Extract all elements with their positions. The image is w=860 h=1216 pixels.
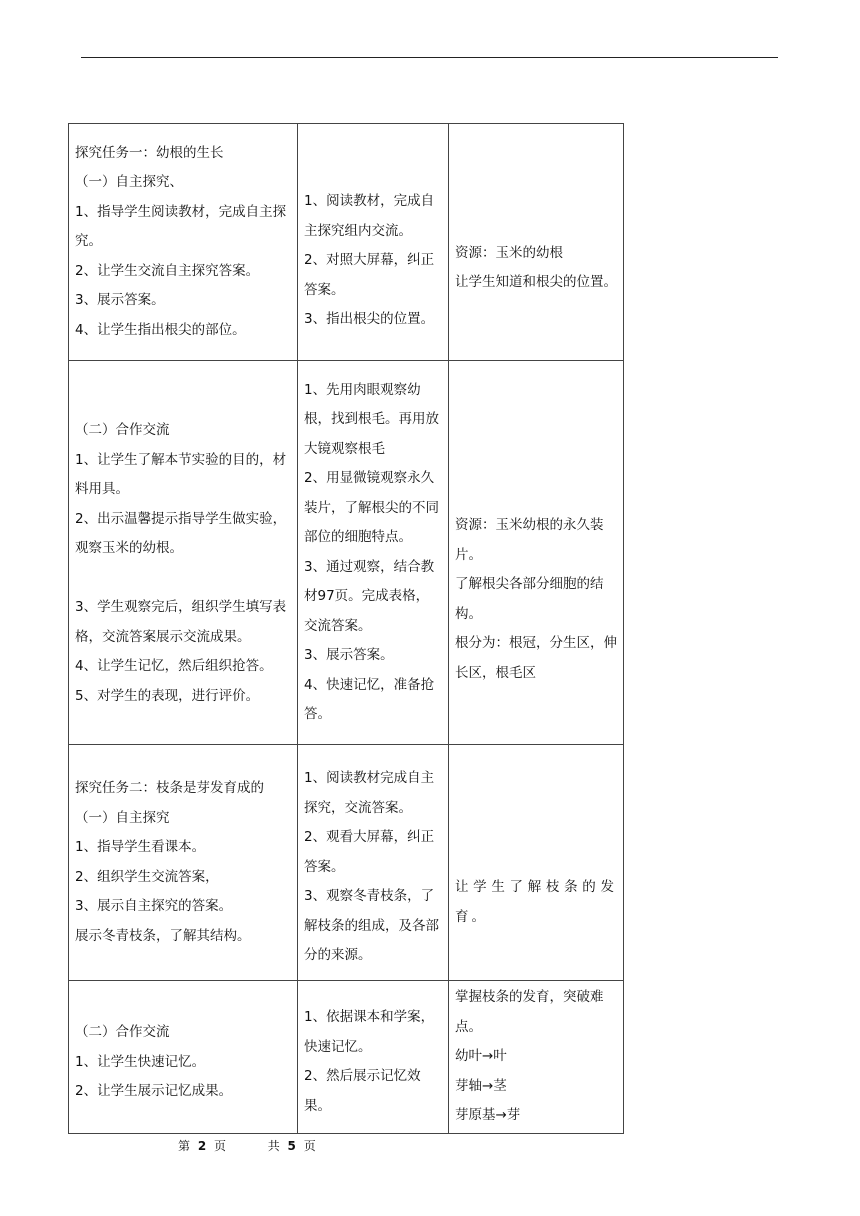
list-item: 2、让学生交流自主探究答案。 bbox=[75, 262, 260, 279]
teacher-activity-cell bbox=[69, 361, 298, 745]
page-footer bbox=[178, 1137, 320, 1154]
list-item: 1、指导学生阅读教材，完成自主探究。 bbox=[75, 203, 287, 250]
page-label: 第 bbox=[178, 1139, 191, 1153]
total-unit: 页 bbox=[303, 1139, 316, 1153]
design-intent-cell bbox=[449, 361, 624, 745]
total-label: 共 bbox=[267, 1139, 280, 1153]
design-intent-cell bbox=[449, 124, 624, 361]
list-item: 1、指导学生看课本。 bbox=[75, 839, 206, 855]
list-item: 1、让学生了解本节实验的目的，材料用具。 bbox=[75, 451, 287, 497]
list-item: 1、依据课本和学案，快速记忆。 bbox=[304, 1009, 435, 1055]
blank-line bbox=[75, 564, 291, 594]
page-number: 2 bbox=[197, 1139, 207, 1153]
student-activity-cell bbox=[298, 361, 449, 745]
list-item: 1、让学生快速记忆。 bbox=[75, 1053, 206, 1070]
table-row bbox=[69, 124, 624, 361]
section-heading: （二）合作交流 bbox=[75, 422, 170, 438]
list-item: 3、展示答案。 bbox=[75, 292, 165, 309]
list-item: 根分为：根冠，分生区，伸长区，根毛区 bbox=[455, 635, 617, 681]
list-item: 2、对照大屏幕，纠正答案。 bbox=[304, 252, 435, 298]
teacher-activity-cell bbox=[69, 745, 298, 981]
teacher-activity-cell bbox=[69, 124, 298, 361]
table-row bbox=[69, 361, 624, 745]
list-item: 资源：玉米的幼根 bbox=[455, 244, 563, 261]
list-item: 3、展示自主探究的答案。 bbox=[75, 898, 233, 914]
list-item: 4、快速记忆，准备抢答。 bbox=[304, 676, 435, 722]
design-intent-cell bbox=[449, 745, 624, 981]
header-rule bbox=[81, 57, 778, 58]
student-activity-cell bbox=[298, 745, 449, 981]
list-item: 5、对学生的表现，进行评价。 bbox=[75, 687, 260, 704]
list-item: 1、阅读教材，完成自主探究组内交流。 bbox=[304, 193, 435, 239]
list-item: 4、让学生指出根尖的部位。 bbox=[75, 321, 246, 338]
list-item: 了解根尖各部分细胞的结构。 bbox=[455, 576, 604, 622]
table-row bbox=[69, 981, 624, 1134]
list-item: 2、然后展示记忆效果。 bbox=[304, 1068, 421, 1114]
list-item: 4、让学生记忆，然后组织抢答。 bbox=[75, 658, 273, 674]
list-item: 3、指出根尖的位置。 bbox=[304, 311, 435, 328]
task-heading: 探究任务一：幼根的生长 bbox=[75, 144, 224, 161]
student-activity-cell bbox=[298, 981, 449, 1134]
list-item: 让学生知道和根尖的位置。 bbox=[455, 274, 617, 290]
list-item: 让学生了解枝条的发育。 bbox=[455, 879, 617, 925]
list-item: 2、观看大屏幕，纠正答案。 bbox=[304, 829, 435, 875]
list-item: 2、用显微镜观察永久装片，了解根尖的不同部位的细胞特点。 bbox=[304, 470, 439, 545]
list-item: 2、让学生展示记忆成果。 bbox=[75, 1083, 233, 1099]
list-item: 1、先用肉眼观察幼根，找到根毛。再用放大镜观察根毛 bbox=[304, 381, 439, 457]
section-heading: （一）自主探究、 bbox=[75, 174, 183, 191]
list-item: 3、观察冬青枝条，了解枝条的组成，及各部分的来源。 bbox=[304, 888, 439, 964]
list-item: 掌握枝条的发育，突破难点。 bbox=[455, 989, 604, 1035]
list-item: 3、通过观察，结合教材97页。完成表格，交流答案。 bbox=[304, 558, 435, 634]
total-pages: 5 bbox=[287, 1139, 296, 1153]
teacher-activity-cell bbox=[69, 981, 298, 1134]
task-heading: 探究任务二：枝条是芽发育成的 bbox=[75, 780, 264, 796]
list-item: 2、组织学生交流答案， bbox=[75, 868, 219, 885]
list-item: 2、出示温馨提示指导学生做实验，观察玉米的幼根。 bbox=[75, 510, 287, 556]
table-row bbox=[69, 745, 624, 981]
list-item: 1、阅读教材完成自主探究，交流答案。 bbox=[304, 770, 435, 816]
section-heading: （一）自主探究 bbox=[75, 809, 170, 826]
list-item: 资源：玉米幼根的永久装片。 bbox=[455, 517, 604, 563]
page-unit: 页 bbox=[214, 1139, 227, 1153]
list-item: 芽轴→茎 bbox=[455, 1077, 507, 1094]
section-heading: （二）合作交流 bbox=[75, 1024, 170, 1040]
student-activity-cell bbox=[298, 124, 449, 361]
design-intent-cell bbox=[449, 981, 624, 1134]
list-item: 幼叶→叶 bbox=[455, 1048, 507, 1064]
list-item: 3、学生观察完后，组织学生填写表格，交流答案展示交流成果。 bbox=[75, 599, 287, 645]
list-item: 3、展示答案。 bbox=[304, 647, 394, 663]
list-item: 展示冬青枝条，了解其结构。 bbox=[75, 927, 251, 944]
lesson-table bbox=[68, 123, 624, 1134]
list-item: 芽原基→芽 bbox=[455, 1107, 521, 1123]
